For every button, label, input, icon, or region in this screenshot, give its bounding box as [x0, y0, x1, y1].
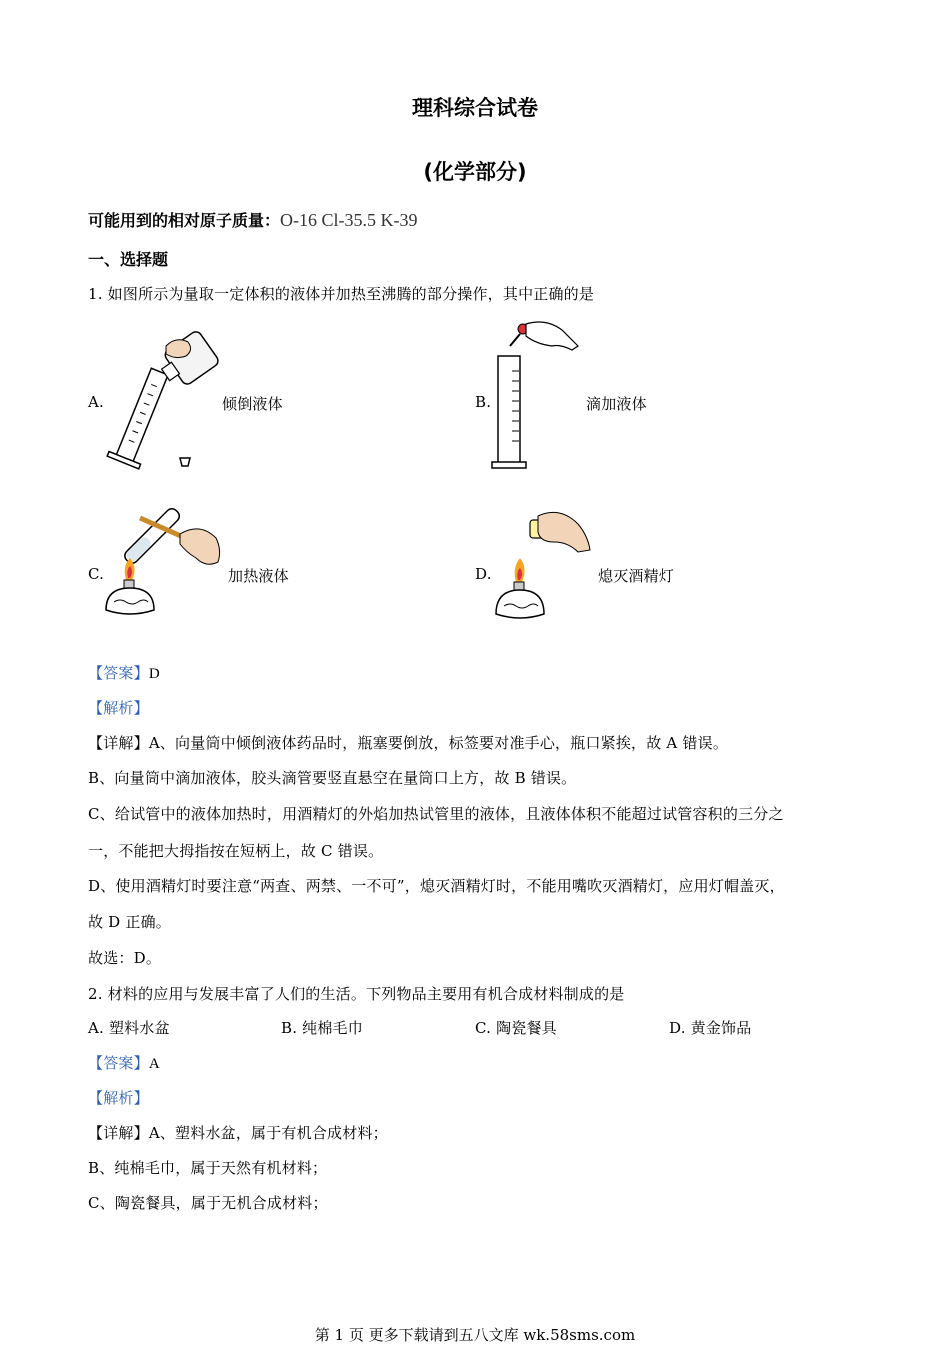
atomic-mass-values: O-16 Cl-35.5 K-39	[280, 210, 418, 230]
atomic-mass-line	[88, 208, 418, 231]
q1-option-d-caption: 熄灭酒精灯	[598, 567, 675, 585]
q1-option-d-letter: D.	[475, 565, 492, 583]
q2-option-d: D. 黄金饰品	[669, 1019, 752, 1037]
q1-conclusion: 故选：D。	[88, 949, 162, 967]
q2-detail-tag: 【详解】	[88, 1124, 149, 1142]
q1-option-b-letter: B.	[475, 393, 492, 411]
page-title: 理科综合试卷	[412, 96, 538, 120]
q1-option-c-letter: C.	[88, 565, 105, 583]
q2-answer-line	[88, 1052, 160, 1073]
q2-answer: A	[148, 1056, 160, 1072]
pouring-liquid-illustration	[100, 328, 225, 473]
q1-detail-a-text: A、向量筒中倾倒液体药品时，瓶塞要倒放，标签要对准手心，瓶口紧挨，故 A 错误。	[148, 734, 729, 752]
page-footer: 第 1 页 更多下载请到五八文库 wk.58sms.com	[314, 1326, 636, 1344]
q2-answer-tag: 【答案】	[88, 1054, 149, 1072]
q2-detail-b: B、纯棉毛巾，属于天然有机材料；	[88, 1159, 328, 1177]
q1-option-a-caption: 倾倒液体	[222, 395, 283, 413]
q1-answer-line	[88, 662, 160, 683]
q1-answer: D	[148, 666, 160, 682]
extinguishing-lamp-illustration	[490, 510, 595, 625]
q2-stem: 2. 材料的应用与发展丰富了人们的生活。下列物品主要用有机合成材料制成的是	[88, 985, 625, 1003]
q1-stem: 1. 如图所示为量取一定体积的液体并加热至沸腾的部分操作，其中正确的是	[88, 285, 595, 303]
q2-option-a: A. 塑料水盆	[88, 1019, 170, 1037]
q2-analysis-tag: 【解析】	[88, 1089, 149, 1107]
section-heading: 一、选择题	[88, 250, 169, 269]
page-subtitle: (化学部分)	[423, 160, 527, 184]
q1-answer-tag: 【答案】	[88, 664, 149, 682]
q1-detail-tag: 【详解】	[88, 734, 149, 752]
q1-detail-b: B、向量筒中滴加液体，胶头滴管要竖直悬空在量筒口上方，故 B 错误。	[88, 769, 577, 787]
q1-option-b-caption: 滴加液体	[586, 395, 647, 413]
q1-detail-c-line2: 一，不能把大拇指按在短柄上，故 C 错误。	[88, 842, 384, 860]
q2-detail-c: C、陶瓷餐具，属于无机合成材料；	[88, 1194, 328, 1212]
q2-detail-a	[88, 1122, 388, 1143]
q2-option-b: B. 纯棉毛巾	[281, 1019, 363, 1037]
q1-analysis-tag: 【解析】	[88, 699, 149, 717]
q2-detail-a-text: A、塑料水盆，属于有机合成材料；	[148, 1124, 388, 1142]
q1-detail-d-line2: 故 D 正确。	[88, 913, 171, 931]
q1-option-c-caption: 加热液体	[228, 567, 289, 585]
dropping-liquid-illustration	[490, 316, 580, 471]
atomic-mass-label: 可能用到的相对原子质量：	[88, 211, 281, 230]
q1-option-a-letter: A.	[88, 393, 105, 411]
q1-detail-d-line1: D、使用酒精灯时要注意“两查、两禁、一不可”，熄灭酒精灯时，不能用嘴吹灭酒精灯，应用灯帽盖灭，	[88, 877, 785, 895]
q2-option-c: C. 陶瓷餐具	[475, 1019, 557, 1037]
heating-liquid-illustration	[100, 498, 225, 623]
q1-detail-c-line1: C、给试管中的液体加热时，用酒精灯的外焰加热试管里的液体，且液体体积不能超过试管容积的三分之	[88, 805, 784, 823]
q1-detail-a	[88, 732, 728, 753]
